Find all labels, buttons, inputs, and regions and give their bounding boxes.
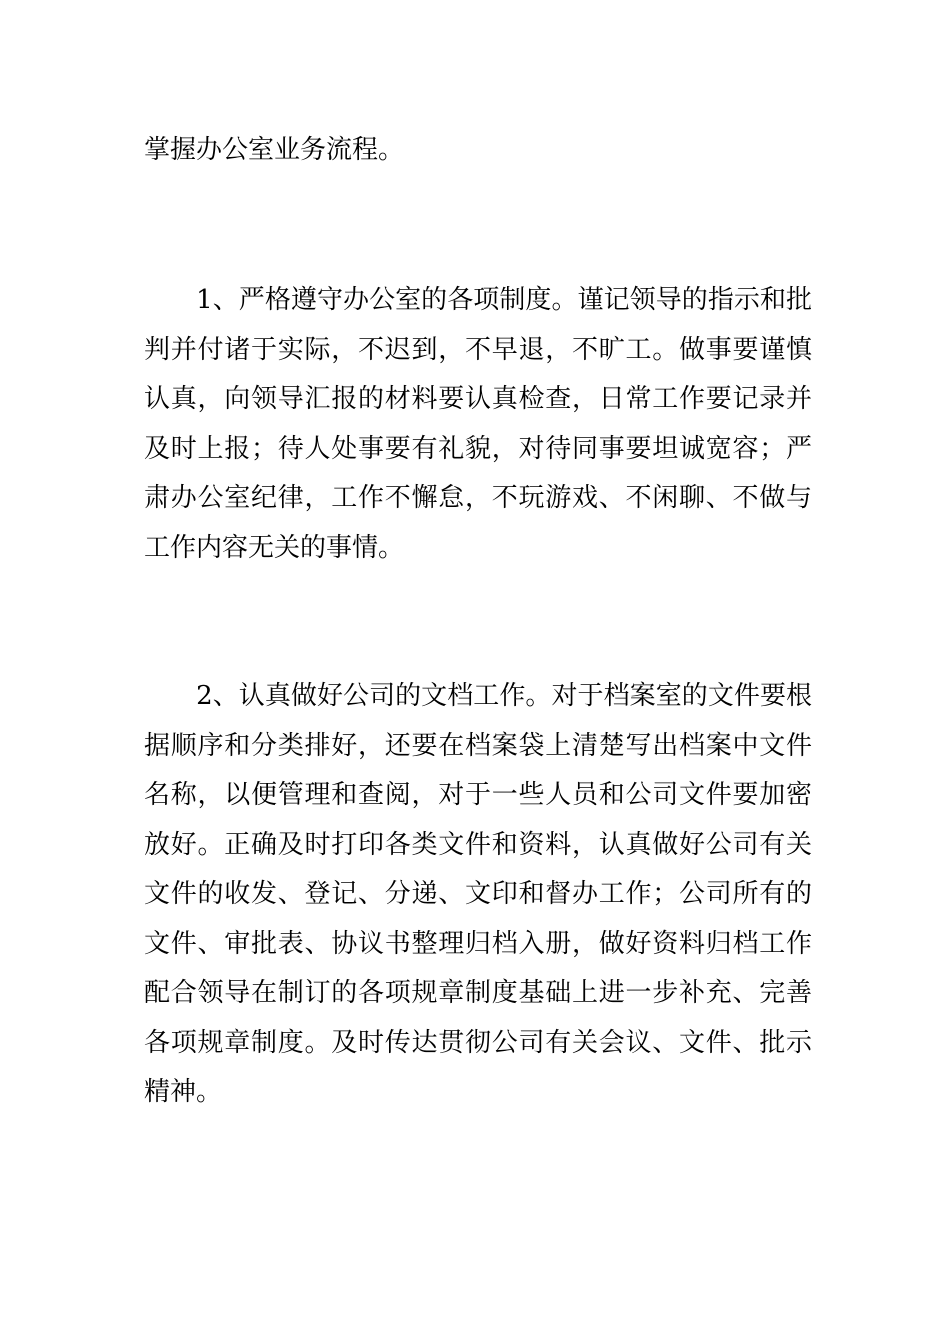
text-line: 放好。正确及时打印各类文件和资料，认真做好公司有关: [144, 830, 812, 860]
text-line: 1、严格遵守办公室的各项制度。谨记领导的指示和批: [144, 285, 812, 315]
text-line: 各项规章制度。及时传达贯彻公司有关会议、文件、批示: [144, 1028, 812, 1058]
text-line: 文件的收发、登记、分递、文印和督办工作；公司所有的: [144, 879, 812, 909]
text-line: 掌握办公室业务流程。: [144, 135, 405, 165]
text-line: 肃办公室纪律，工作不懈怠，不玩游戏、不闲聊、不做与: [144, 483, 812, 513]
text-line: 认真，向领导汇报的材料要认真检查，日常工作要记录并: [144, 384, 812, 414]
text-line: 据顺序和分类排好，还要在档案袋上清楚写出档案中文件: [144, 731, 812, 761]
text-line: 工作内容无关的事情。: [144, 533, 405, 563]
text-line: 2、认真做好公司的文档工作。对于档案室的文件要根: [144, 681, 812, 711]
text-line: 名称，以便管理和查阅，对于一些人员和公司文件要加密: [144, 780, 812, 810]
text-line: 及时上报；待人处事要有礼貌，对待同事要坦诚宽容；严: [144, 434, 812, 464]
text-line: 判并付诸于实际，不迟到，不早退，不旷工。做事要谨慎: [144, 335, 812, 365]
text-line: 文件、审批表、协议书整理归档入册，做好资料归档工作: [144, 929, 812, 959]
text-line: 配合领导在制订的各项规章制度基础上进一步补充、完善: [144, 978, 812, 1008]
text-line: 精神。: [144, 1077, 223, 1107]
